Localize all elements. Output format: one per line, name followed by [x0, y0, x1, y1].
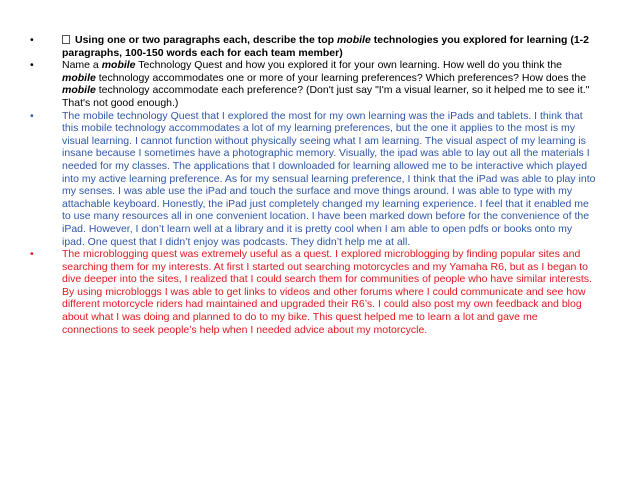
question-text-3: technology accommodates one or more of your learning preferences? Which preferences? How does the: [95, 71, 587, 84]
ipad-answer-text: The mobile technology Quest that I explored the most for my own learning was the iPads and tablets. I think that this mobile technology accommodates a lot of my learning preferences, but the one it applies to the most is my visual learning. I cannot function without physically seeing what I am learning. The visual aspect of my learning is insane because I sometimes have a photographic memory. Visually, the ipad was able to lay out all the materials I needed for my classes. The applications that I downloaded for learning allowed me to be interactive which played into my active learning preference. As for my sensual learning preference, I think that the iPad was able to play into my senses. I was able use the iPad and touch the surface and move things around. I was able to type with my attachable keyboard. Honestly, the iPad just completely changed my learning experience. I feel that it enabled me to use many resources all in one convenient location. I have been marked down before for the convenience of the iPad. However, I don’t learn well at a library and it is pretty cool when I am able to open pdfs or books onto my ipad. One quest that I didn’t enjoy was podcasts. They didn’t help me at all.: [62, 109, 596, 248]
bullet-microblogging-answer: [30, 248, 596, 336]
question-text-mobile-1: mobile: [101, 59, 136, 72]
prompt-heading-text-mobile: mobile: [336, 34, 371, 46]
bullet-ipad-answer: [30, 110, 596, 249]
bullet-marker: •: [30, 109, 34, 122]
question-text-4: technology accommodate each preference? (Don't just say "I'm a visual learner, so it helped me to see it." That's not good enough.): [62, 84, 590, 109]
question-text-1: Name a: [62, 59, 102, 72]
bullet-marker: •: [30, 59, 34, 72]
prompt-heading-text-1: Using one or two paragraphs each, describe the top: [75, 34, 337, 46]
microblogging-answer-text: The microblogging quest was extremely useful as a quest. I explored microblogging by finding popular sites and searching them for my interests. At first I started out searching motorcycles and my Yamaha R6, but as I began to dive deeper into the sites, I realized that I could search them for communities of people who have similar interests. By using microbloggs I was able to get links to videos and other forums where I could communicate and see how different motorcycle riders had maintained and upgraded their R6’s. I could also post my own feedback and blog about what I was doing and planned to do to my bike. This quest helped me to learn a lot and gave me connections to seek people’s help when I needed advice about my motorcycle.: [62, 248, 592, 336]
bullet-marker: •: [30, 248, 34, 261]
prompt-heading-text-2: technologies you explored for learning (1-2 paragraphs, 100-150 words each for each team member): [62, 34, 590, 59]
question-text-2: Technology Quest and how you explored it for your own learning. How well do you think the: [135, 59, 563, 72]
slide-content: [30, 34, 596, 336]
bullet-prompt-heading: [30, 34, 596, 59]
missing-glyph-icon: [62, 35, 70, 44]
bullet-marker: •: [30, 34, 34, 46]
bullet-quest-question: [30, 59, 596, 109]
question-text-mobile-3: mobile: [62, 84, 96, 97]
question-text-mobile-2: mobile: [62, 71, 96, 84]
bullet-list: [30, 34, 596, 336]
